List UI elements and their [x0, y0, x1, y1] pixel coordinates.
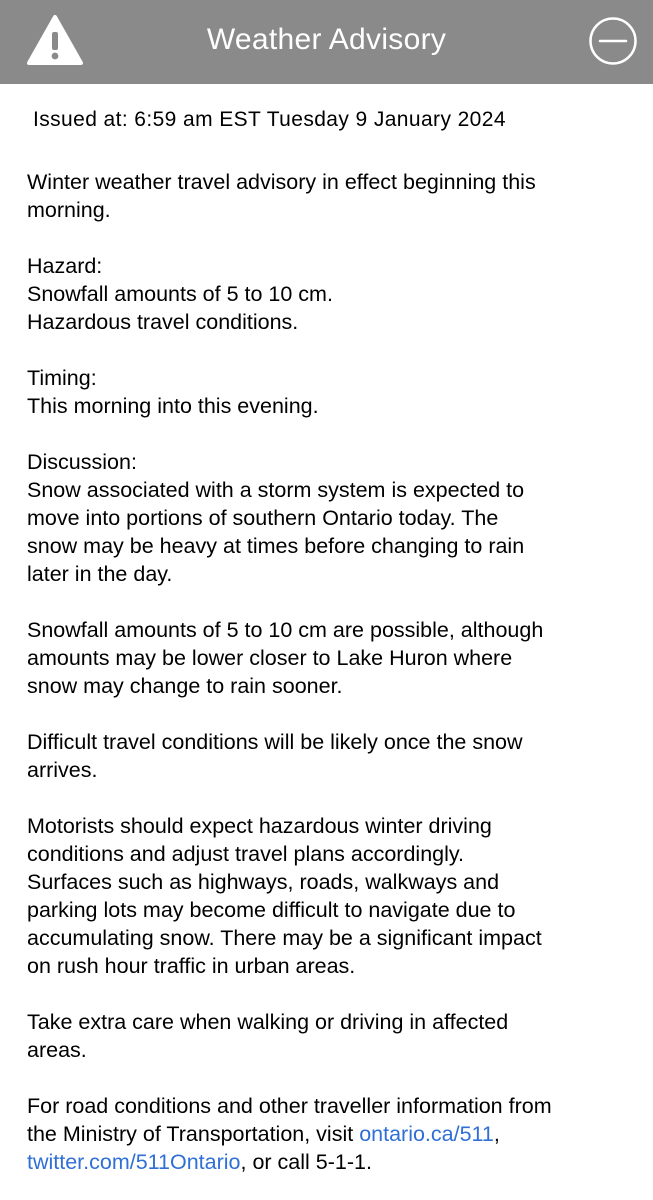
snowfall-paragraph: Snowfall amounts of 5 to 10 cm are possible, although amounts may be lower closer to Lake Huron where snow may change to rain sooner. — [27, 618, 544, 698]
header-bar — [0, 0, 653, 84]
footer-text: For road conditions and other traveller information from the Ministry of Transportation, visit — [27, 1094, 552, 1146]
intro-paragraph: Winter weather travel advisory in effect beginning this morning. — [27, 170, 536, 222]
footer-paragraph — [27, 1092, 632, 1176]
difficult-travel-paragraph: Difficult travel conditions will be likely once the snow arrives. — [27, 730, 523, 782]
discussion-paragraph: Discussion: Snow associated with a storm system is expected to move into portions of southern Ontario today. The snow may be heavy at times before changing to rain later in the day. — [27, 450, 525, 586]
timing-paragraph: Timing: This morning into this evening. — [27, 366, 319, 418]
motorists-paragraph: Motorists should expect hazardous winter driving conditions and adjust travel plans accordingly. Surfaces such as highways, roads, walkways and parking lots may become difficult to navigate due to accumulating snow. There may be a significant impact on rush hour traffic in urban areas. — [27, 814, 542, 978]
twitter-511-link[interactable]: twitter.com/511Ontario — [27, 1150, 241, 1174]
page-title: Weather Advisory — [206, 23, 447, 56]
hazard-paragraph: Hazard: Snowfall amounts of 5 to 10 cm. Hazardous travel conditions. — [27, 254, 333, 334]
issued-timestamp: Issued at: 6:59 am EST Tuesday 9 January 2024 — [33, 108, 506, 131]
footer-call-text: , or call 5-1-1. — [240, 1150, 372, 1174]
footer-separator: , — [493, 1122, 500, 1146]
advisory-body — [27, 168, 632, 1176]
close-icon[interactable] — [588, 16, 638, 66]
ontario-511-link[interactable]: ontario.ca/511 — [359, 1122, 494, 1146]
extra-care-paragraph: Take extra care when walking or driving in affected areas. — [27, 1010, 509, 1062]
